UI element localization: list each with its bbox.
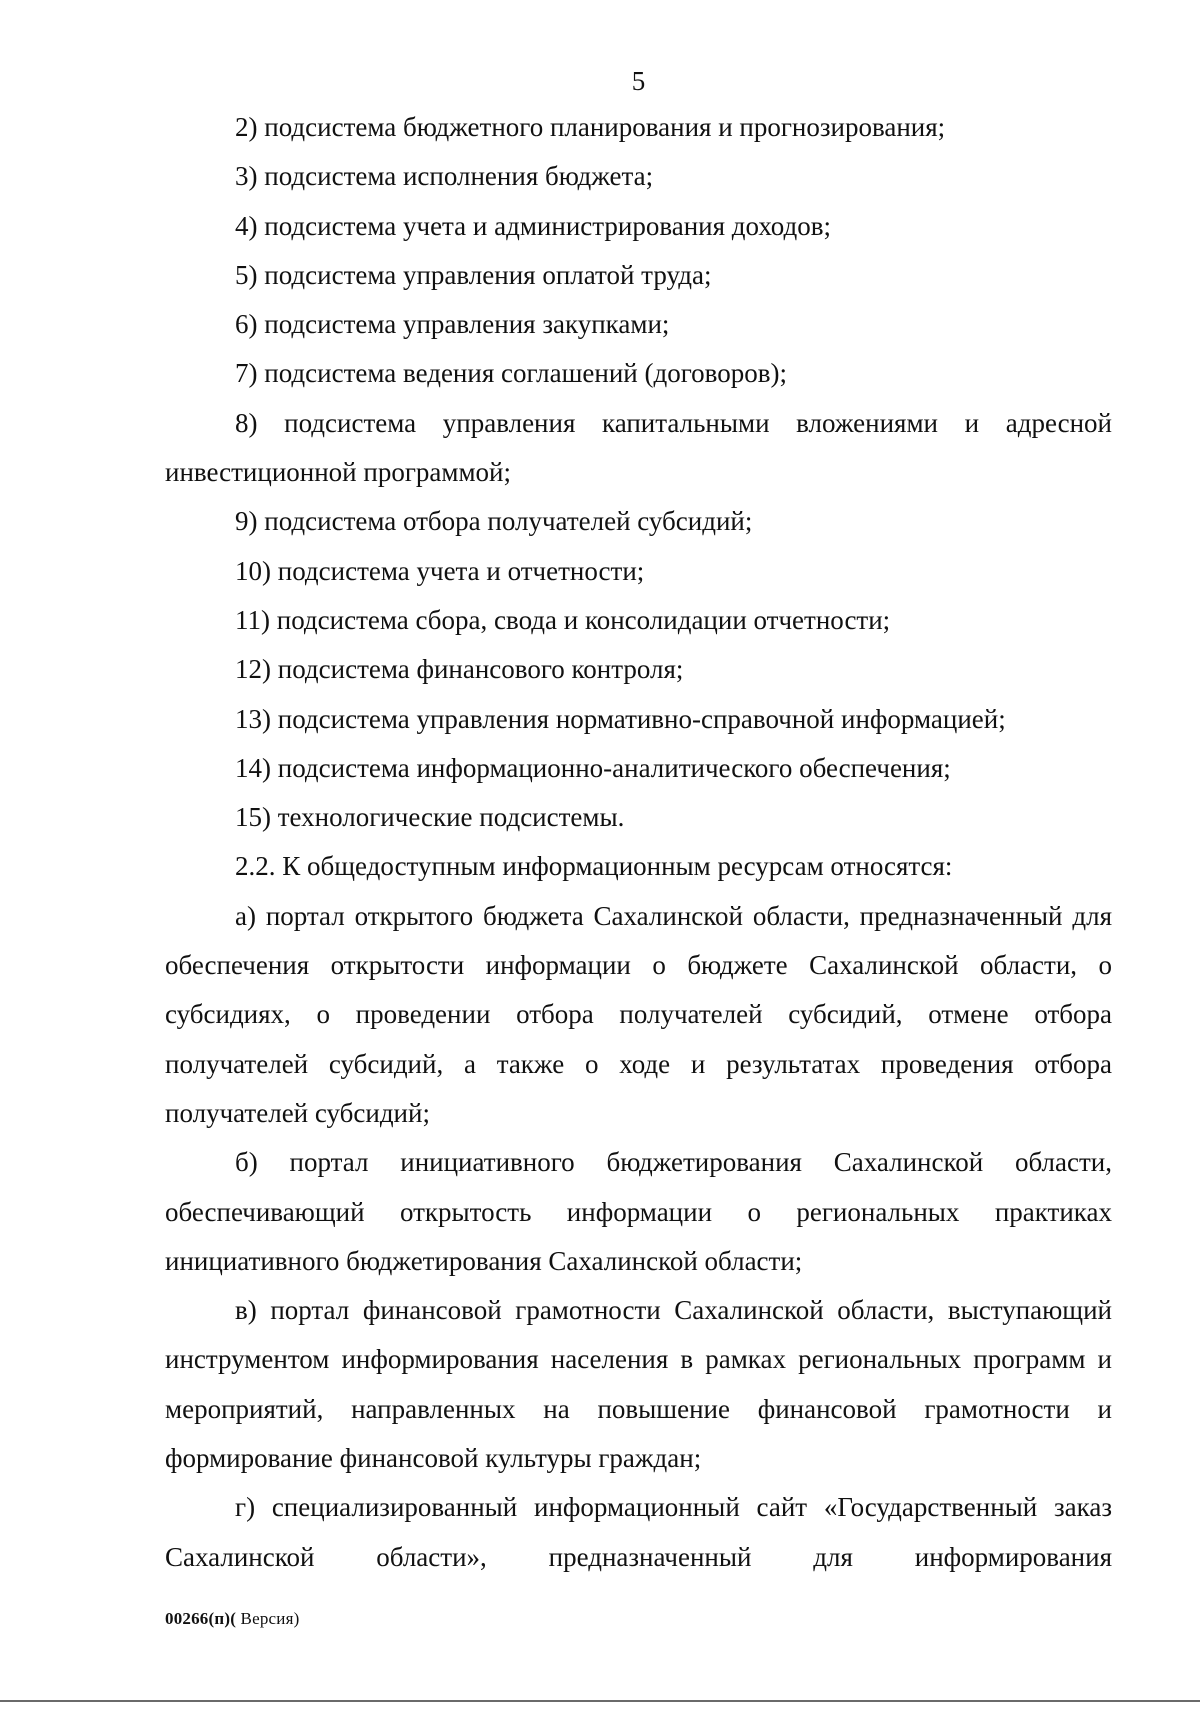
footer-code: 00266(п)( (165, 1609, 237, 1628)
list-item: 9) подсистема отбора получателей субсидий; (235, 506, 753, 537)
list-item: 15) технологические подсистемы. (235, 802, 625, 833)
list-item: 7) подсистема ведения соглашений (договоров); (235, 358, 787, 389)
list-item: 14) подсистема информационно-аналитического обеспечения; (235, 752, 951, 783)
list-item: 5) подсистема управления оплатой труда; (235, 259, 712, 290)
list-item: 4) подсистема учета и администрирования доходов; (235, 210, 832, 241)
document-body (165, 103, 1112, 1582)
list-item: 2) подсистема бюджетного планирования и прогнозирования; (235, 112, 946, 142)
list-item: 10) подсистема учета и отчетности; (235, 555, 645, 586)
footer-version: Версия) (236, 1609, 300, 1628)
bottom-rule (0, 1700, 1200, 1702)
document-footer (165, 1609, 299, 1629)
section-heading: 2.2. К общедоступным информационным ресурсам относятся: (235, 851, 953, 882)
list-item: 12) подсистема финансового контроля; (235, 654, 684, 685)
list-item: 3) подсистема исполнения бюджета; (235, 161, 654, 192)
list-item: 11) подсистема сбора, свода и консолидации отчетности; (235, 604, 891, 635)
list-item: 8) подсистема управления капитальными вложениями и адресной инвестиционной программой; (165, 407, 1112, 488)
list-item: 13) подсистема управления нормативно-справочной информацией; (235, 703, 1006, 734)
list-item: а) портал открытого бюджета Сахалинской области, предназначенный для обеспечения открытости информации о бюджете Сахалинской области, о субсидиях, о проведении отбора получателей субсидий, отмене отбора получателей субсидий, а также о ходе и результатах проведения отбора получателей субсидий; (165, 900, 1112, 1128)
list-item: 6) подсистема управления закупками; (235, 309, 670, 340)
page-number: 5 (631, 66, 646, 96)
list-item: в) портал финансовой грамотности Сахалинской области, выступающий инструментом информирования населения в рамках региональных программ и мероприятий, направленных на повышение финансовой грамотности и формирование финансовой культуры граждан; (165, 1295, 1112, 1474)
list-item: б) портал инициативного бюджетирования Сахалинской области, обеспечивающий открытость информации о региональных практиках инициативного бюджетирования Сахалинской области; (165, 1147, 1112, 1276)
list-item: г) специализированный информационный сайт «Государственный заказ Сахалинской области», предназначенный для информирования (165, 1492, 1112, 1572)
